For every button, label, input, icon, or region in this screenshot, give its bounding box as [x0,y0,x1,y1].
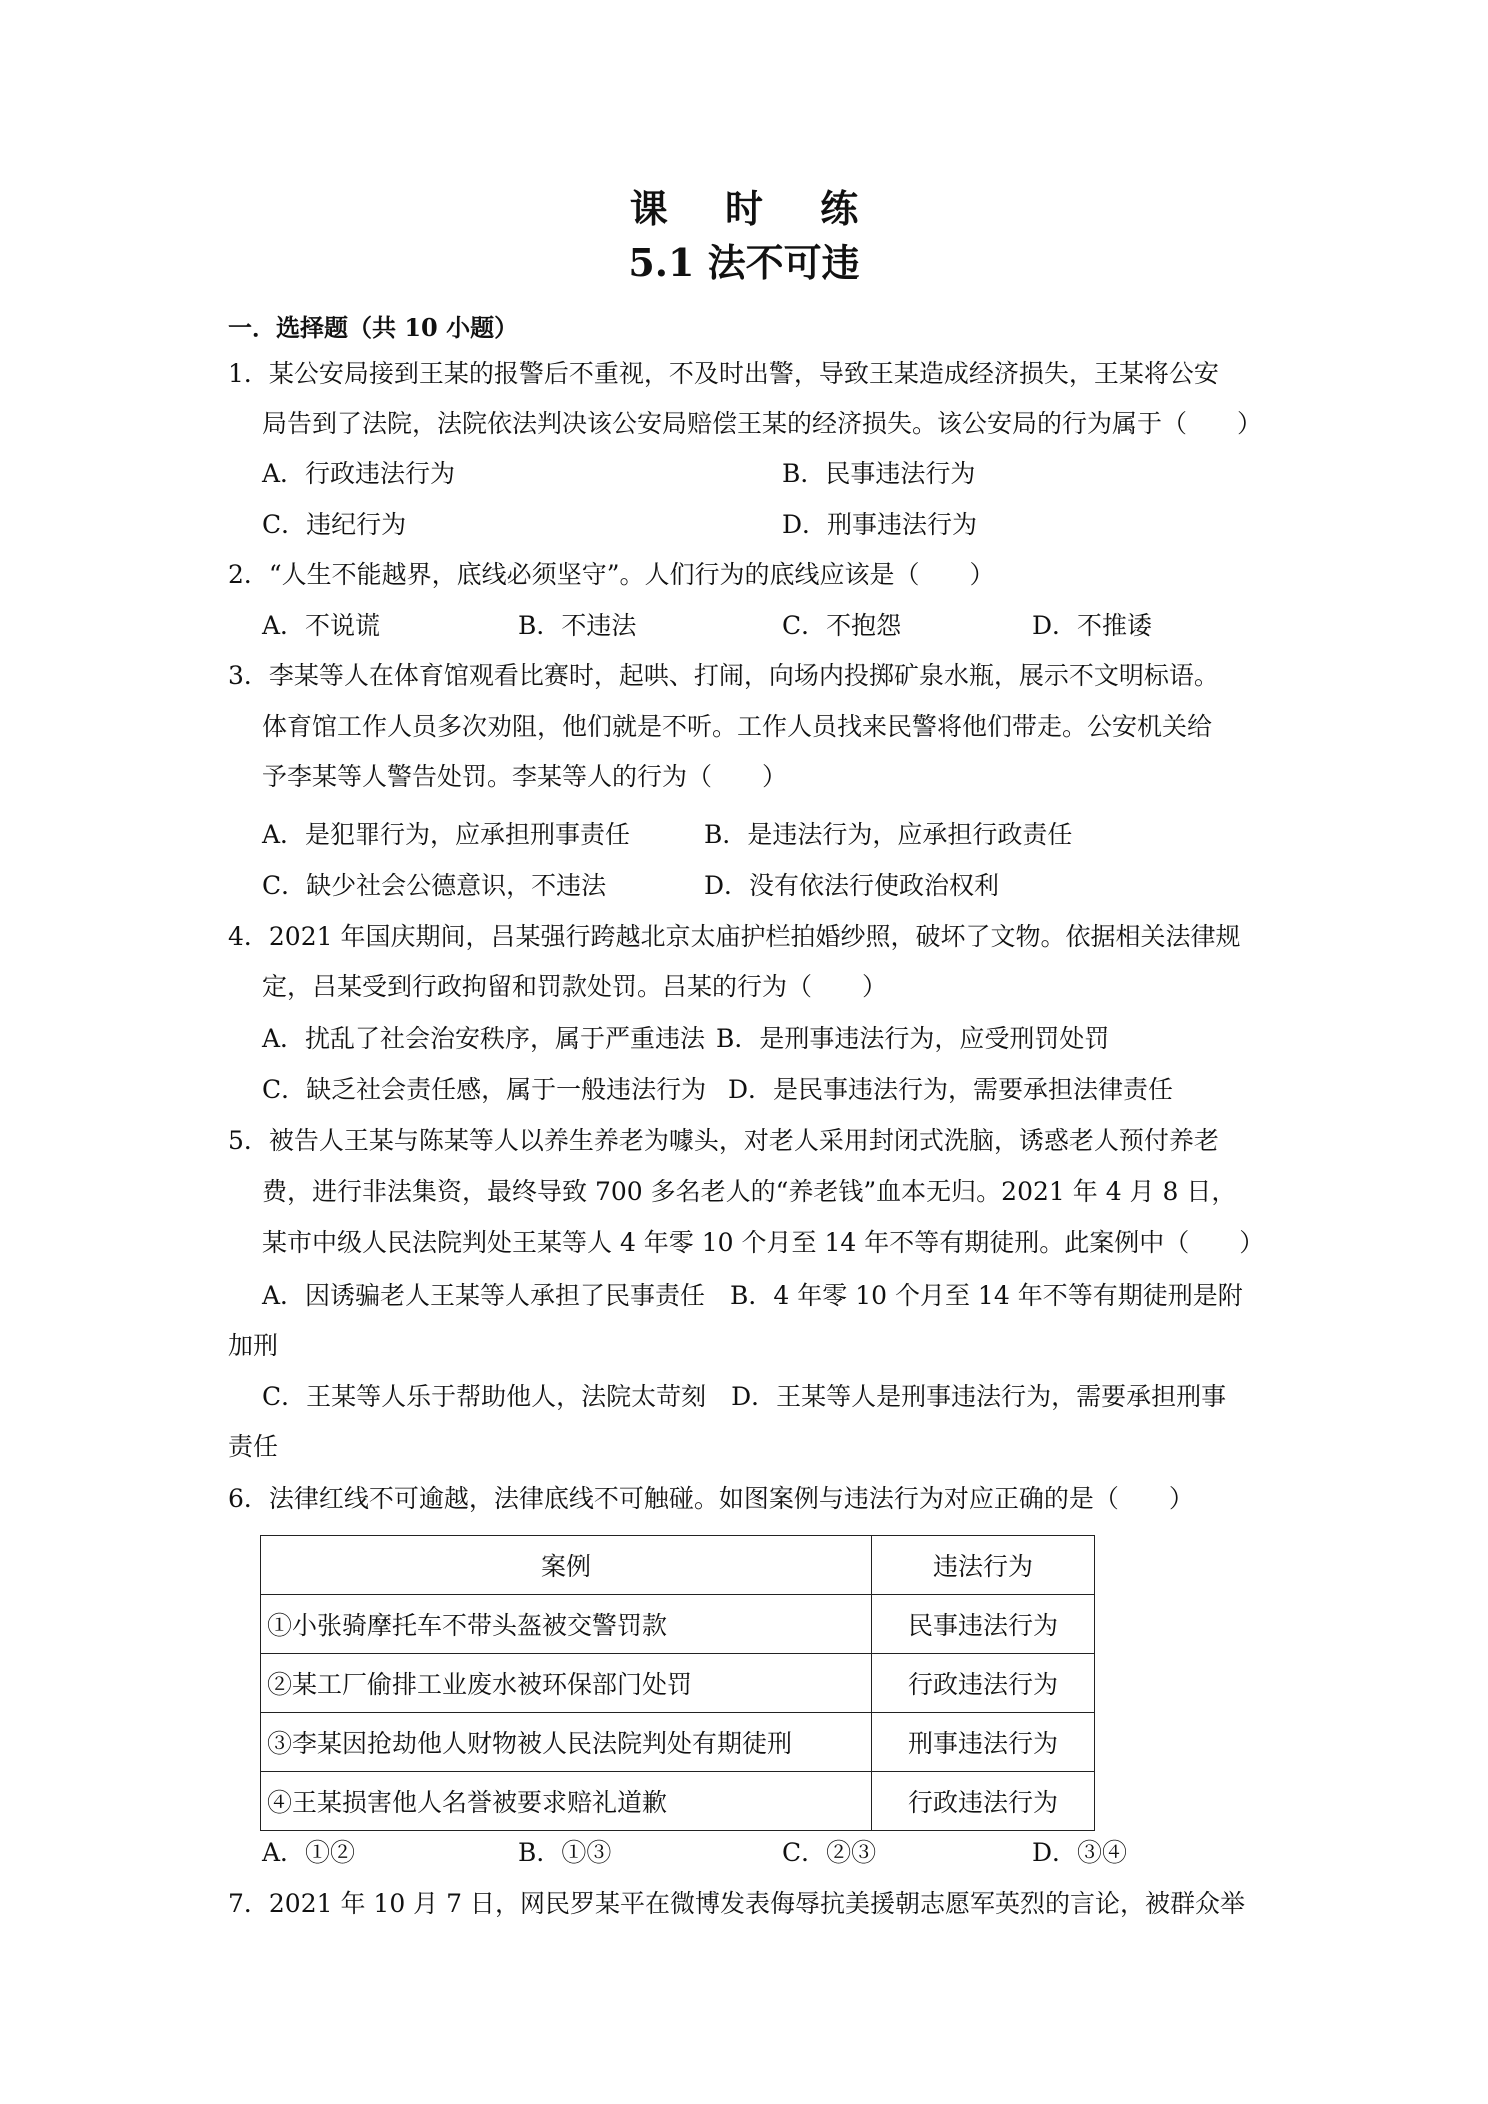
q3-option-d: D．没有依法行使政治权利 [704,871,1000,900]
q6-stem: 6．法律红线不可逾越，法律底线不可触碰。如图案例与违法行为对应正确的是（ ） [228,1484,1194,1513]
q3-stem-line3: 予李某等人警告处罚。李某等人的行为（ ） [262,762,788,791]
table-row [261,1595,1095,1654]
q6-option-b: B．①③ [518,1838,612,1867]
table-header-case: 案例 [261,1536,872,1595]
q1-option-d: D．刑事违法行为 [782,510,978,539]
table-cell-violation: 行政违法行为 [872,1772,1095,1831]
q4-stem-line1: 4．2021 年国庆期间，吕某强行跨越北京太庙护栏拍婚纱照，破坏了文物。依据相关法律规 [228,922,1241,951]
table-cell-case: ②某工厂偷排工业废水被环保部门处罚 [261,1654,872,1713]
q6-option-d: D．③④ [1032,1838,1128,1867]
q3-option-c: C．缺少社会公德意识，不违法 [262,871,607,900]
q1-option-c: C．违纪行为 [262,510,407,539]
q3-option-b: B．是违法行为，应承担行政责任 [704,820,1073,849]
q6-option-a: A．①② [262,1838,356,1867]
q2-option-a: A．不说谎 [262,611,381,640]
q5-stem-line2: 费，进行非法集资，最终导致 700 多名老人的“养老钱”血本无归。2021 年 4 月 8 日， [262,1177,1237,1206]
table-cell-violation: 刑事违法行为 [872,1713,1095,1772]
table-header-violation: 违法行为 [872,1536,1095,1595]
table-row [261,1713,1095,1772]
q1-stem-line2: 局告到了法院，法院依法判决该公安局赔偿王某的经济损失。该公安局的行为属于（ ） [262,409,1263,438]
q1-stem-line1: 1．某公安局接到王某的报警后不重视，不及时出警，导致王某造成经济损失，王某将公安 [228,359,1219,388]
q7-stem-line1: 7．2021 年 10 月 7 日，网民罗某平在微博发表侮辱抗美援朝志愿军英烈的言论，被群众举 [228,1889,1245,1918]
page-title: 课 时 练 [629,186,881,231]
q3-stem-line1: 3．李某等人在体育馆观看比赛时，起哄、打闹，向场内投掷矿泉水瓶，展示不文明标语。 [228,661,1219,690]
q6-option-c: C．②③ [782,1838,877,1867]
table-row [261,1772,1095,1831]
q1-option-b: B．民事违法行为 [782,459,976,488]
table-cell-violation: 民事违法行为 [872,1595,1095,1654]
q2-option-d: D．不推诿 [1032,611,1153,640]
table-cell-case: ③李某因抢劫他人财物被人民法院判处有期徒刑 [261,1713,872,1772]
q5-options-cd-cont: 责任 [228,1432,279,1461]
q1-option-a: A．行政违法行为 [262,459,456,488]
q4-option-c: C．缺乏社会责任感，属于一般违法行为 [262,1075,707,1104]
q5-options-cd: C．王某等人乐于帮助他人，法院太苛刻 D．王某等人是刑事违法行为，需要承担刑事 [262,1382,1227,1411]
table-cell-case: ①小张骑摩托车不带头盔被交警罚款 [261,1595,872,1654]
q2-option-b: B．不违法 [518,611,637,640]
q4-option-a: A．扰乱了社会治安秩序，属于严重违法 [262,1024,706,1053]
q2-stem: 2．“人生不能越界，底线必须坚守”。人们行为的底线应该是（ ） [228,560,995,589]
q2-option-c: C．不抱怨 [782,611,902,640]
q3-option-a: A．是犯罪行为，应承担刑事责任 [262,820,631,849]
q5-options-ab-cont: 加刑 [228,1331,279,1360]
q5-options-ab: A．因诱骗老人王某等人承担了民事责任 B．4 年零 10 个月至 14 年不等有期徒刑是附 [262,1281,1243,1310]
lesson-title: 5.1 法不可违 [628,240,860,285]
table-row [261,1654,1095,1713]
table-cell-case: ④王某损害他人名誉被要求赔礼道歉 [261,1772,872,1831]
section-title: 一．选择题（共 10 小题） [228,313,519,342]
table-cell-violation: 行政违法行为 [872,1654,1095,1713]
table-header-row [261,1536,1095,1595]
q5-stem-line3: 某市中级人民法院判处王某等人 4 年零 10 个月至 14 年不等有期徒刑。此案例中（ ） [262,1228,1265,1257]
q4-stem-line2: 定，吕某受到行政拘留和罚款处罚。吕某的行为（ ） [262,972,888,1001]
q6-case-table [260,1535,1095,1831]
q4-option-b: B．是刑事违法行为，应受刑罚处罚 [716,1024,1110,1053]
q3-stem-line2: 体育馆工作人员多次劝阻，他们就是不听。工作人员找来民警将他们带走。公安机关给 [262,712,1213,741]
q5-stem-line1: 5．被告人王某与陈某等人以养生养老为噱头，对老人采用封闭式洗脑，诱惑老人预付养老 [228,1126,1219,1155]
q4-option-d: D．是民事违法行为，需要承担法律责任 [728,1075,1174,1104]
